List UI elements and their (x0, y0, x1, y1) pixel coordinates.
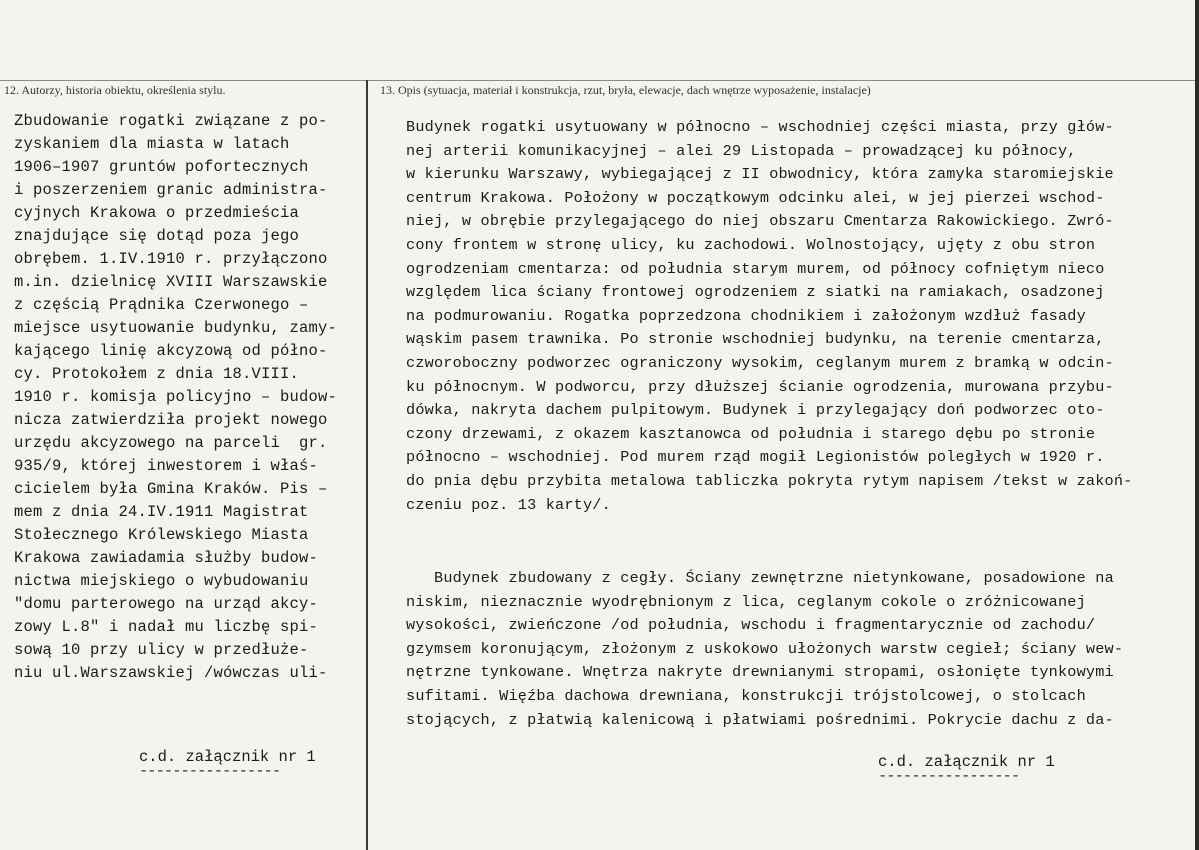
section-12-heading: 12. Autorzy, historia obiektu, określenia stylu. (4, 83, 226, 97)
text-line: Krakowa zawiadamia służby budow- (14, 549, 319, 567)
text-line: wąskim pasem trawnika. Po stronie wschodniej budynku, na terenie cmentarza, (406, 330, 1105, 349)
text-line: do pnia dębu przybita metalowa tabliczka pokryta rytym napisem /tekst w zakoń- (406, 471, 1133, 490)
text-line: sową 10 przy ulicy w przedłuże- (14, 641, 309, 659)
text-line: cony frontem w stronę ulicy, ku zachodowi. Wolnostojący, ujęty z obu stron (406, 235, 1096, 254)
text-line: stojących, z płatwią kalenicową i płatwiami pośrednimi. Pokrycie dachu z da- (406, 710, 1114, 729)
section-13-heading: 13. Opis (sytuacja, materiał i konstrukcja, rzut, bryła, elewacje, dach wnętrze wyposażenie, instalacje) (380, 83, 871, 97)
text-line: z częścią Prądnika Czerwonego – (14, 296, 309, 314)
text-line: Budynek rogatki usytuowany w północno – wschodniej części miasta, przy głów- (406, 118, 1114, 136)
text-line: centrum Krakowa. Położony w początkowym odcinku alei, w jej pierzei wschod- (406, 188, 1105, 207)
text-line: cyjnych Krakowa o przedmieścia (14, 204, 300, 222)
text-line: nictwa miejskiego o wybudowaniu (14, 572, 309, 590)
text-line: względem lica ściany frontowej ogrodzeniem z siatki na ramiakach, osadzonej (406, 283, 1105, 302)
text-line: m.in. dzielnicę XVIII Warszawskie (14, 273, 328, 291)
text-line: 935/9, której inwestorem i właś- (14, 457, 319, 475)
text-line: nicza zatwierdziła projekt nowego (14, 411, 328, 429)
text-line: w kierunku Warszawy, wybiegającej z II obwodnicy, która zamyka staromiejskie (406, 165, 1114, 184)
text-line: gzymsem koronującym, złożonym z uskokowo ułożonych warstw cegieł; ściany wew- (406, 639, 1124, 658)
text-line: ogrodzeniam cmentarza: od południa starym murem, od północy cofniętym nieco (406, 259, 1105, 278)
continuation-label: c.d. załącznik nr 1 (139, 748, 316, 766)
text-line: czony drzewami, z okazem kasztanowca od południa i starego dębu po stronie (406, 424, 1096, 443)
text-line: czeniu poz. 13 karty/. (406, 495, 611, 514)
text-line: miejsce usytuowanie budynku, zamy- (14, 319, 338, 337)
text-line: Zbudowanie rogatki związane z po- (14, 112, 328, 130)
text-line: wysokości, zwieńczone /od południa, wschodu i fragmentarycznie od zachodu/ (406, 616, 1096, 635)
text-line: 1910 r. komisja policyjno – budow- (14, 388, 338, 406)
text-line: Budynek zbudowany z cegły. Ściany zewnętrzne nietynkowane, posadowione na (434, 569, 1114, 587)
right-column-paragraph-1 (406, 116, 1196, 517)
text-line: kającego linię akcyzową od półno- (14, 342, 328, 360)
left-column-text (14, 110, 364, 685)
form-horizontal-rule (0, 80, 1199, 81)
right-continuation-note (878, 753, 1055, 785)
text-line: "domu parterowego na urząd akcy- (14, 595, 319, 613)
text-line: 1906–1907 gruntów pofortecznych (14, 158, 309, 176)
text-line: niu ul.Warszawskiej /wówczas uli- (14, 664, 328, 682)
continuation-underline: ----------------- (878, 767, 1020, 785)
continuation-underline: ----------------- (139, 762, 281, 780)
text-line: obrębem. 1.IV.1910 r. przyłączono (14, 250, 328, 268)
text-line: północno – wschodniej. Pod murem rząd mogił Legionistów poległych w 1920 r. (406, 448, 1105, 467)
text-line: na podmurowaniu. Rogatka poprzedzona chodnikiem i założonym wzdłuż fasady (406, 306, 1086, 325)
text-line: znajdujące się dotąd poza jego (14, 227, 300, 245)
text-line: mem z dnia 24.IV.1911 Magistrat (14, 503, 309, 521)
text-line: sufitami. Więźba dachowa drewniana, konstrukcji trójstolcowej, o stolcach (406, 686, 1086, 705)
text-line: nej arterii komunikacyjnej – alei 29 Listopada – prowadzącej ku północy, (406, 141, 1077, 160)
text-line: cicielem była Gmina Kraków. Pis – (14, 480, 328, 498)
right-column-paragraph-2 (406, 567, 1196, 732)
left-continuation-note (139, 748, 316, 780)
text-line: ku północnym. W podworcu, przy dłuższej ścianie ogrodzenia, murowana przybu- (406, 377, 1114, 396)
text-line: niskim, nieznacznie wyodrębnionym z lica, ceglanym cokole o zróżnicowanej (406, 592, 1086, 611)
text-line: niej, w obrębie przylegającego do niej obszaru Cmentarza Rakowickiego. Zwró- (406, 212, 1114, 231)
text-line: zyskaniem dla miasta w latach (14, 135, 290, 153)
text-line: dówka, nakryta dachem pulpitowym. Budynek i przylegający doń podworzec oto- (406, 401, 1105, 420)
text-line: nętrzne tynkowane. Wnętrza nakryte drewnianymi stropami, osłonięte tynkowymi (406, 663, 1114, 682)
text-line: zowy L.8" i nadał mu liczbę spi- (14, 618, 319, 636)
column-divider (366, 80, 368, 850)
text-line: Stołecznego Królewskiego Miasta (14, 526, 309, 544)
text-line: cy. Protokołem z dnia 18.VIII. (14, 365, 300, 383)
text-line: i poszerzeniem granic administra- (14, 181, 328, 199)
continuation-label: c.d. załącznik nr 1 (878, 753, 1055, 771)
text-line: czworoboczny podworzec ograniczony wysokim, ceglanym murem z bramką w odcin- (406, 353, 1114, 372)
text-line: urzędu akcyzowego na parceli gr. (14, 434, 328, 452)
